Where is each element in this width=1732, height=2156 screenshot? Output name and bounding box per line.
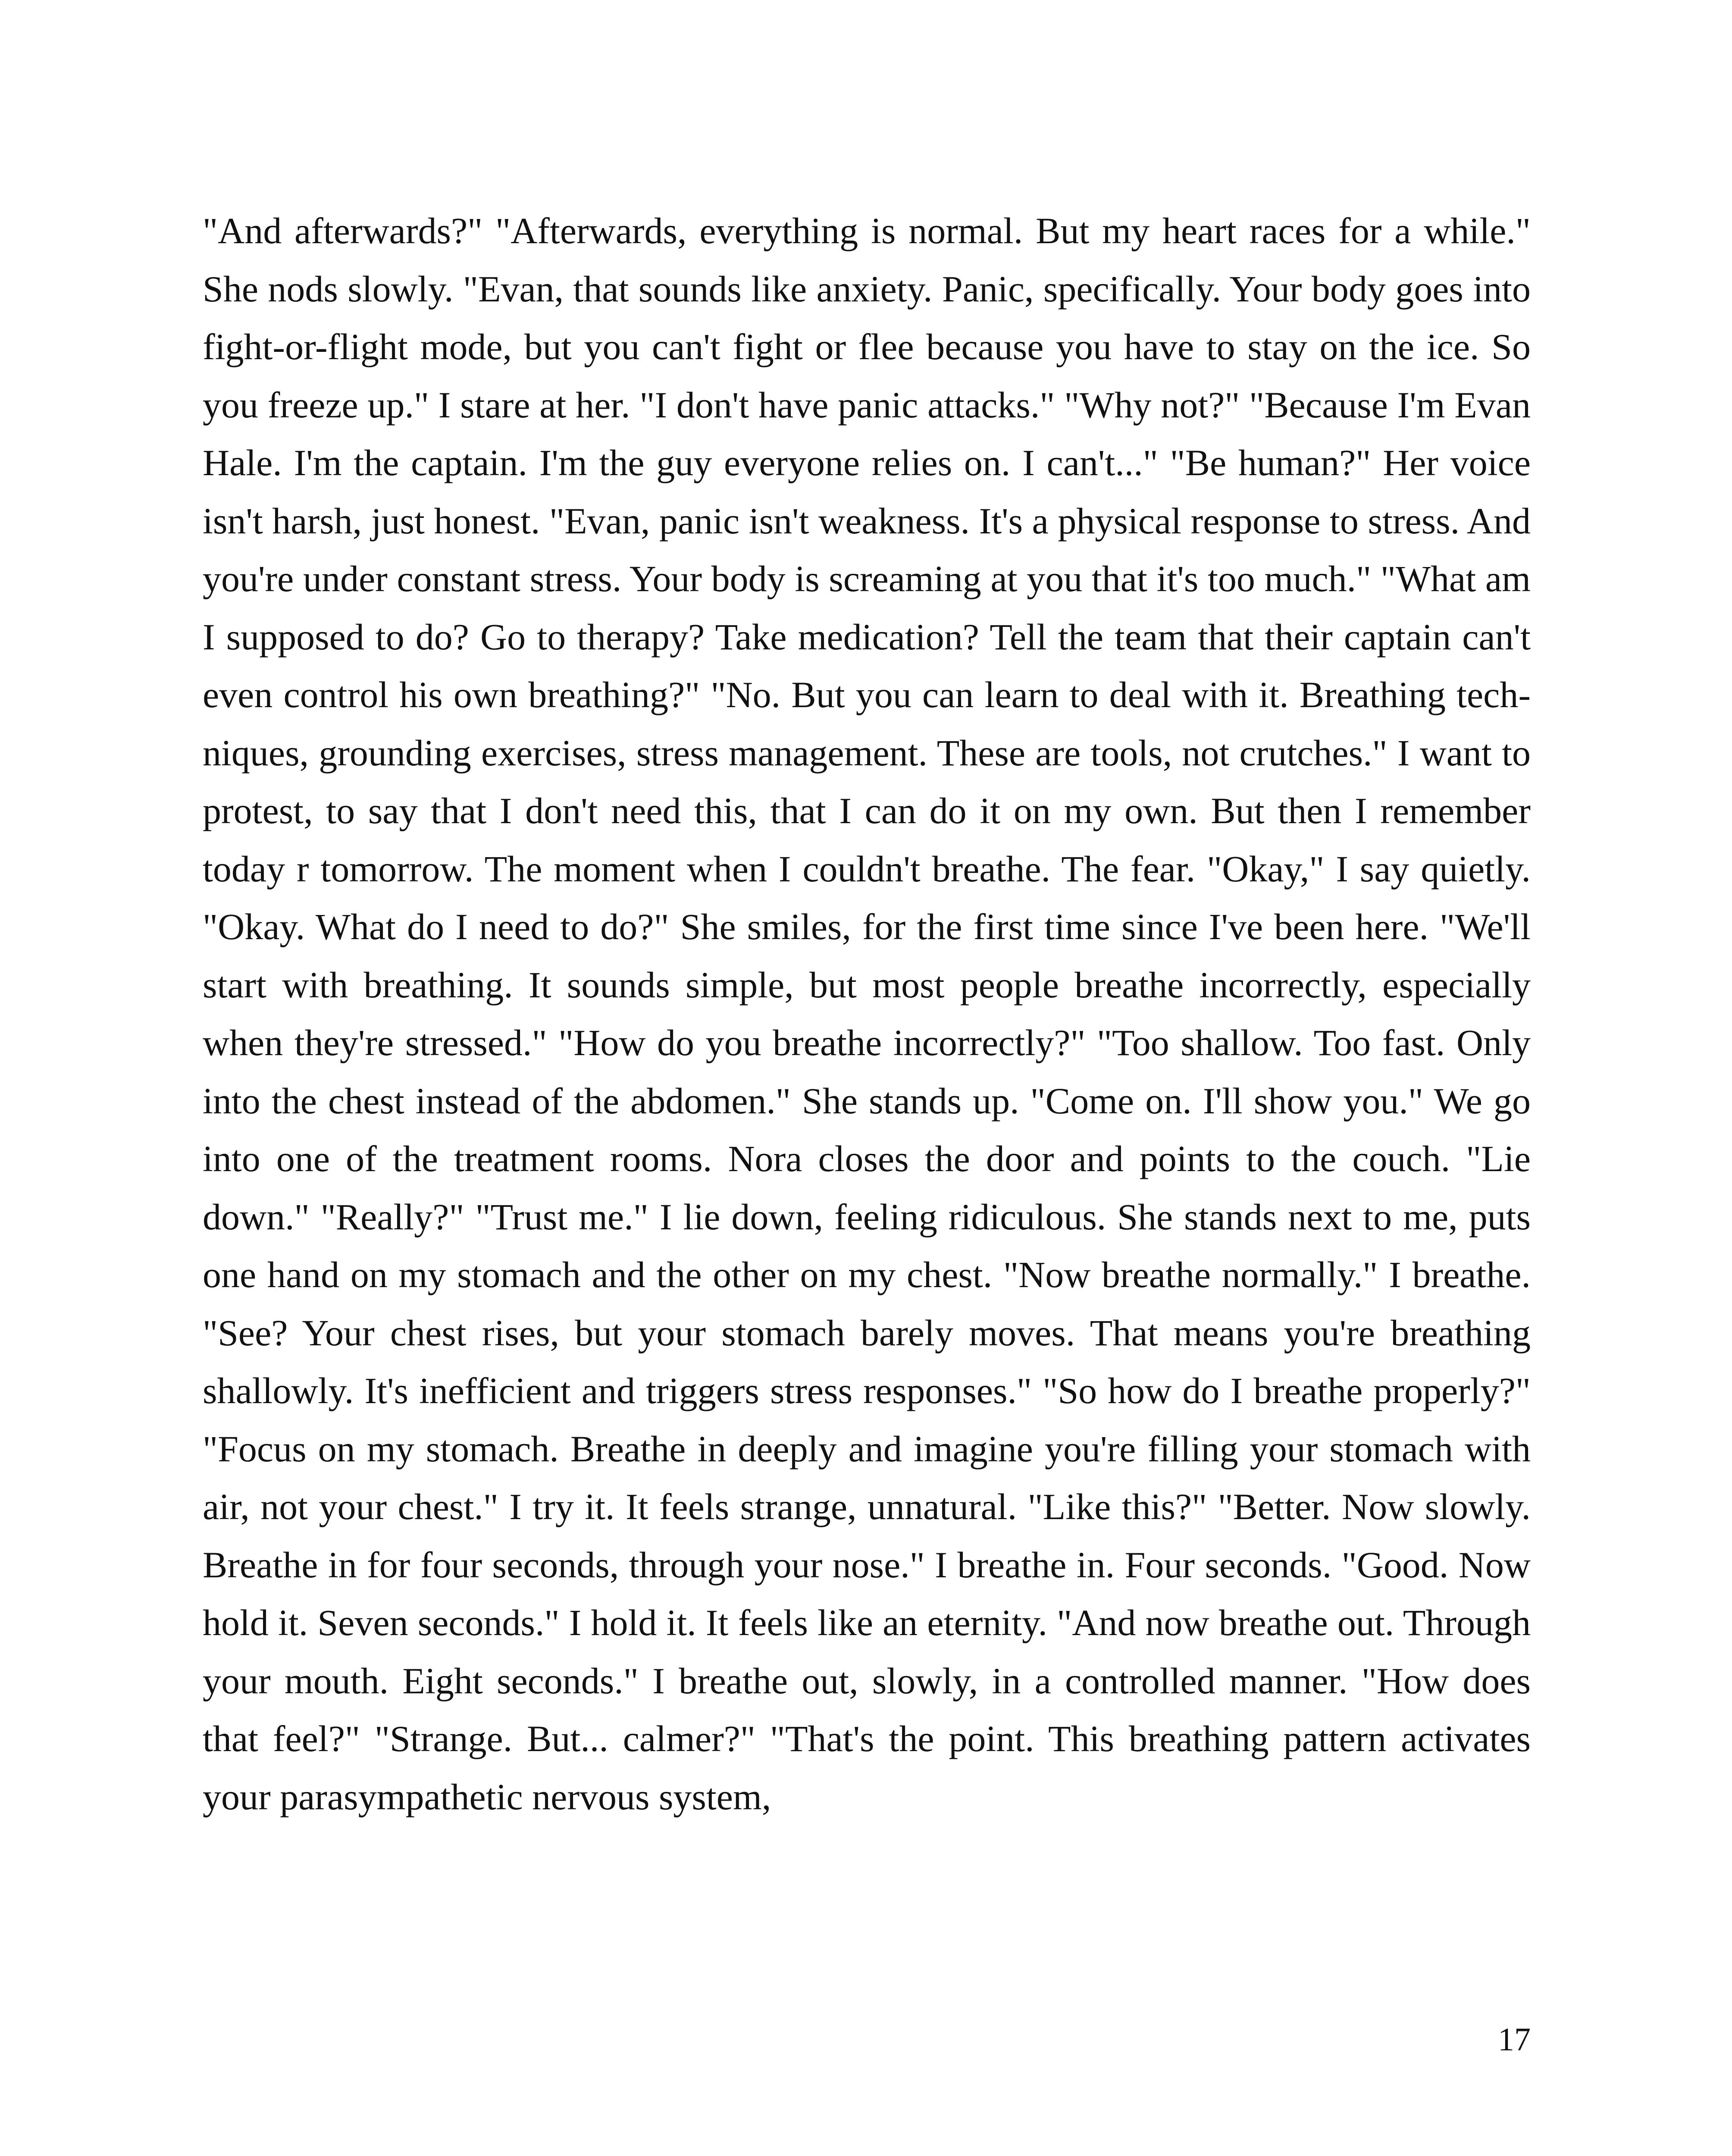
page-number: 17 <box>1498 2021 1531 2058</box>
body-paragraph: "And afterwards?" "Afterwards, everything is normal. But my heart races for a while." She nods slowly. "Evan, that sounds like anxiety. Panic, specifically. Your body goes into fight-or-flight mode, but you can't fight or flee because you have to stay on the ice. So you freeze up." I stare at her. "I don't have panic attacks." "Why not?" "Because I'm Evan Hale. I'm the captain. I'm the guy everyone relies on. I can't..." "Be human?" Her voice isn't harsh, just honest. "Evan, panic isn't weakness. It's a physical response to stress. And you're under constant stress. Your body is screaming at you that it's too much." "What am I supposed to do? Go to therapy? Take medication? Tell the team that their captain can't even control his own breathing?" "No. But you can learn to deal with it. Breathing techniques, grounding exercises, stress management. These are tools, not crutches." I want to protest, to say that I don't need this, that I can do it on my own. But then I remember today r tomorrow. The moment when I couldn't breathe. The fear. "Okay," I say quietly. "Okay. What do I need to do?" She smiles, for the first time since I've been here. "We'll start with breathing. It sounds simple, but most people breathe incorrectly, especially when they're stressed." "How do you breathe incorrectly?" "Too shallow. Too fast. Only into the chest instead of the abdomen." She stands up. "Come on. I'll show you." We go into one of the treatment rooms. Nora closes the door and points to the couch. "Lie down." "Really?" "Trust me." I lie down, feeling ridiculous. She stands next to me, puts one hand on my stomach and the other on my chest. "Now breathe normally." I breathe. "See? Your chest rises, but your stomach barely moves. That means you're breathing shallowly. It's inefficient and triggers stress responses." "So how do I breathe properly?" "Focus on my stomach. Breathe in deeply and imagine you're filling your stomach with air, not your chest." I try it. It feels strange, unnatural. "Like this?" "Better. Now slowly. Breathe in for four seconds, through your nose." I breathe in. Four seconds. "Good. Now hold it. Seven seconds." I hold it. It feels like an eternity. "And now breathe out. Through your mouth. Eight seconds." I breathe out, slowly, in a controlled manner. "How does that feel?" "Strange. But... calmer?" "That's the point. This breathing pattern activates your parasympathetic nervous system, <box>203 210 1531 1818</box>
